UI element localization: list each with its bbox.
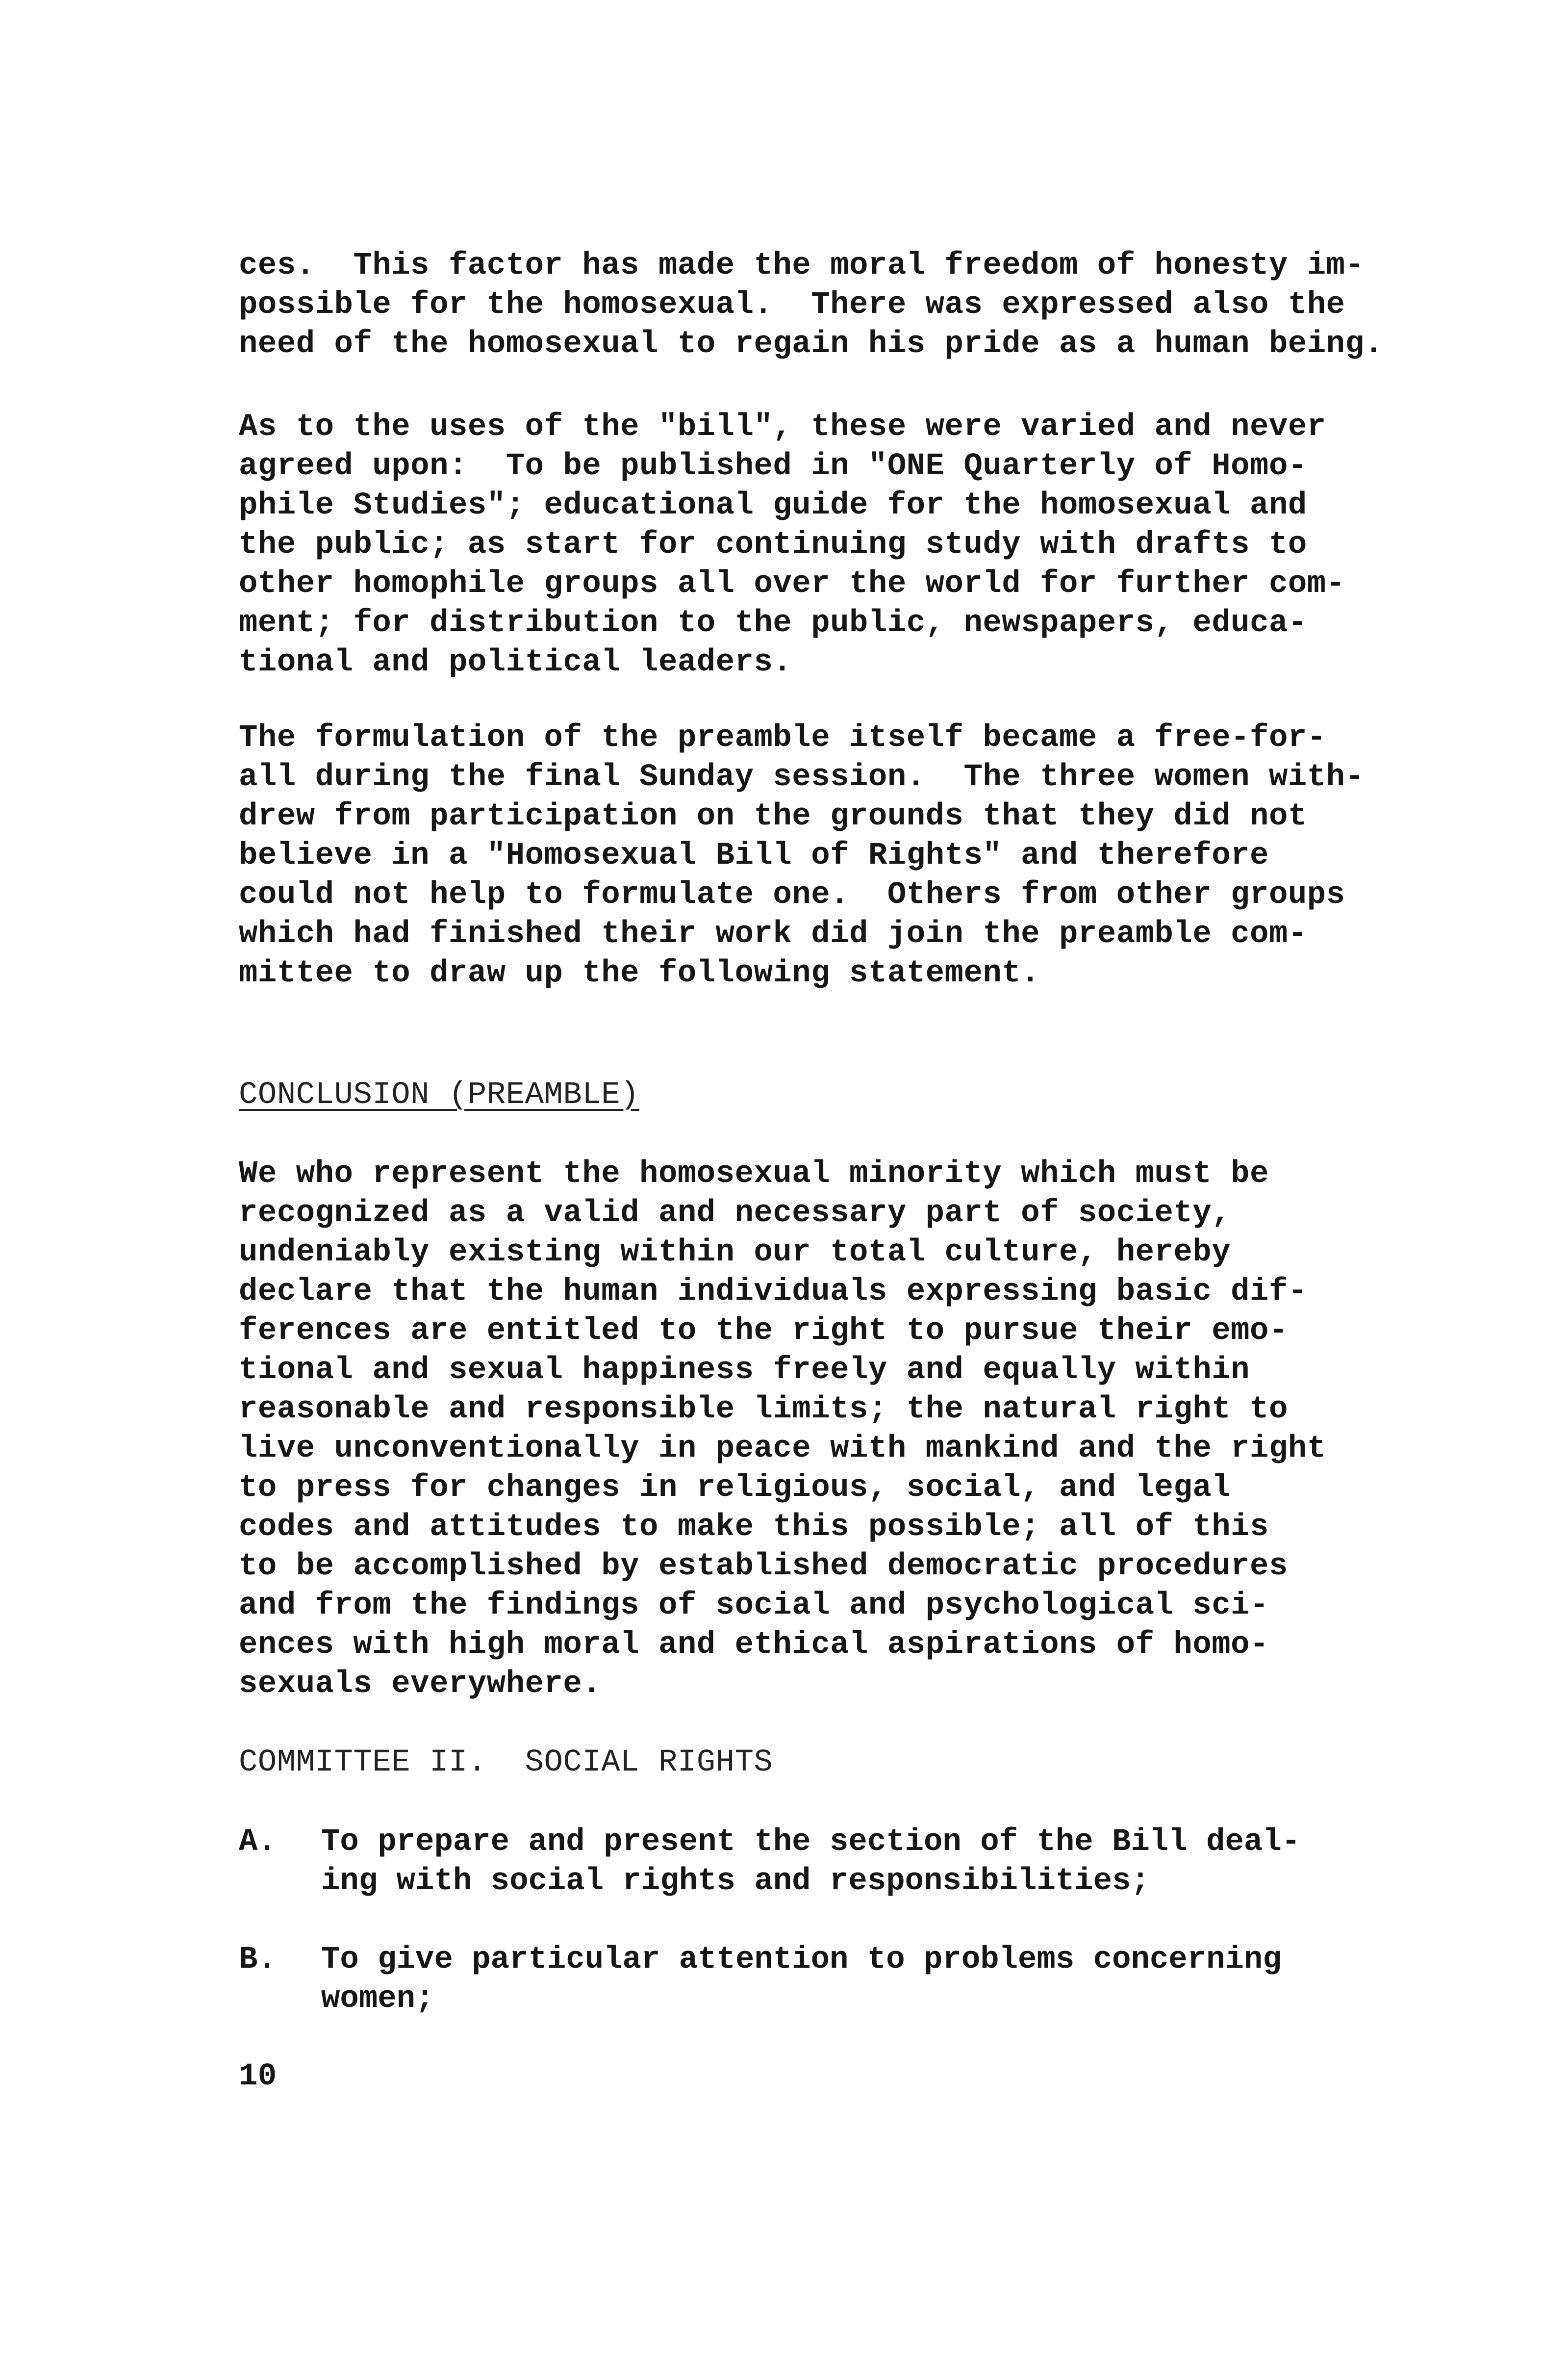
- heading-text: CONCLUSION (PREAMBLE): [239, 1078, 640, 1113]
- text-line: undeniably existing within our total culture, hereby: [239, 1235, 1231, 1270]
- text-line: drew from participation on the grounds that they did not: [239, 799, 1307, 834]
- paragraph-preamble-statement: [239, 1155, 1326, 1704]
- text-line: To prepare and present the section of the Bill deal-: [321, 1824, 1301, 1860]
- list-label: B.: [239, 1942, 277, 1978]
- heading-text: COMMITTEE II. SOCIAL RIGHTS: [239, 1745, 773, 1780]
- text-line: sexuals everywhere.: [239, 1667, 602, 1702]
- text-line: To give particular attention to problems concerning: [321, 1942, 1282, 1978]
- text-line: phile Studies"; educational guide for the homosexual and: [239, 488, 1307, 523]
- text-line: live unconventionally in peace with mankind and the right: [239, 1431, 1326, 1466]
- page-number: [239, 2057, 277, 2096]
- text-line: tional and political leaders.: [239, 645, 792, 680]
- section-heading-committee: [239, 1743, 773, 1782]
- text-line: reasonable and responsible limits; the natural right to: [239, 1392, 1288, 1427]
- text-line: ces. This factor has made the moral freedom of honesty im-: [239, 248, 1365, 283]
- text-line: possible for the homosexual. There was expressed also the: [239, 287, 1345, 323]
- text-line: codes and attitudes to make this possible; all of this: [239, 1510, 1269, 1545]
- text-line: ences with high moral and ethical aspirations of homo-: [239, 1627, 1269, 1663]
- text-line: could not help to formulate one. Others from other groups: [239, 877, 1345, 913]
- list-item-a: [239, 1823, 1514, 1901]
- text-line: need of the homosexual to regain his pride as a human being.: [239, 327, 1384, 362]
- text-line: women;: [321, 1981, 434, 2017]
- text-line: As to the uses of the "bill", these were varied and never: [239, 410, 1326, 445]
- text-line: ment; for distribution to the public, newspapers, educa-: [239, 606, 1307, 641]
- page-number-text: 10: [239, 2059, 277, 2094]
- list-label: A.: [239, 1824, 277, 1860]
- text-line: and from the findings of social and psychological sci-: [239, 1588, 1269, 1623]
- text-line: The formulation of the preamble itself became a free-for-: [239, 720, 1326, 756]
- paragraph-continuation: [239, 246, 1383, 364]
- text-line: tional and sexual happiness freely and equally within: [239, 1353, 1250, 1388]
- text-line: recognized as a valid and necessary part of society,: [239, 1196, 1231, 1231]
- text-line: believe in a "Homosexual Bill of Rights" and therefore: [239, 838, 1269, 873]
- text-line: the public; as start for continuing study with drafts to: [239, 527, 1307, 563]
- text-line: to be accomplished by established democratic procedures: [239, 1549, 1288, 1584]
- text-line: which had finished their work did join the preamble com-: [239, 917, 1307, 952]
- text-line: We who represent the homosexual minority which must be: [239, 1156, 1269, 1192]
- text-line: ing with social rights and responsibilities;: [321, 1864, 1150, 1899]
- list-item-b: [239, 1940, 1514, 2019]
- text-line: to press for changes in religious, social, and legal: [239, 1470, 1231, 1506]
- text-line: all during the final Sunday session. The three women with-: [239, 760, 1365, 795]
- text-line: other homophile groups all over the world for further com-: [239, 566, 1345, 602]
- paragraph-bill-uses: [239, 408, 1345, 682]
- paragraph-preamble-formulation: [239, 719, 1364, 993]
- text-line: agreed upon: To be published in "ONE Quarterly of Homo-: [239, 449, 1307, 484]
- section-heading-conclusion: [239, 1076, 639, 1115]
- text-line: mittee to draw up the following statement.: [239, 956, 1040, 991]
- text-line: declare that the human individuals expressing basic dif-: [239, 1274, 1307, 1310]
- text-line: ferences are entitled to the right to pursue their emo-: [239, 1313, 1288, 1349]
